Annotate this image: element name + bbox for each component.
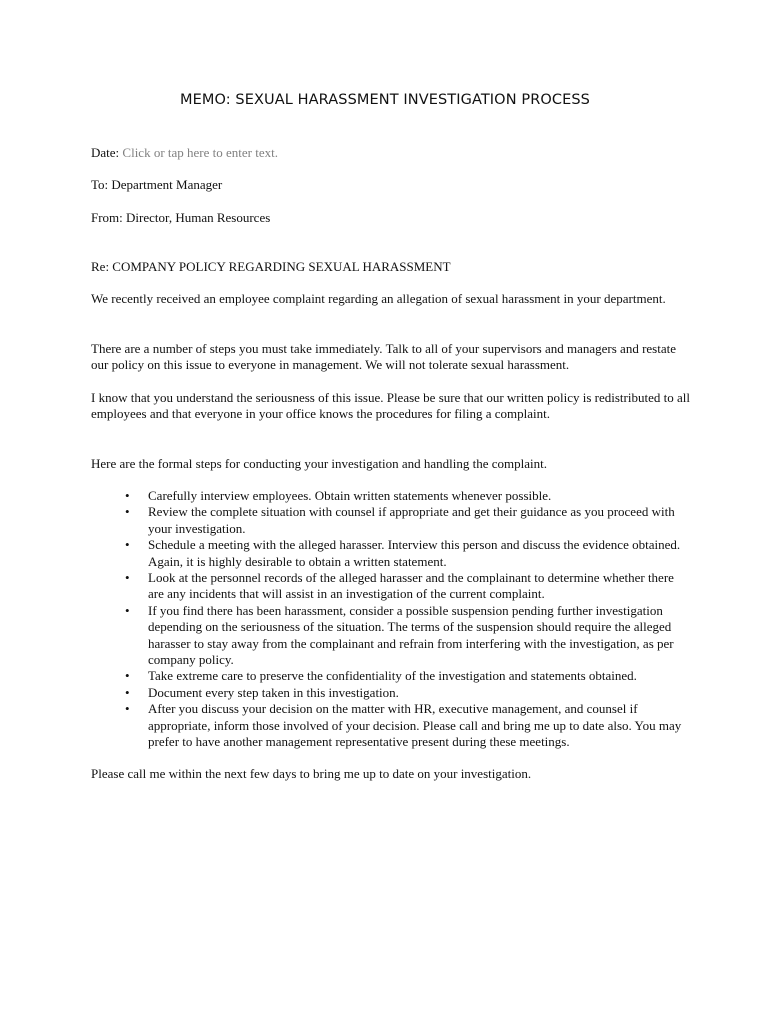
bullet-icon: • [125, 570, 130, 586]
list-item [91, 537, 691, 570]
list-item-text: Review the complete situation with counsel if appropriate and get their guidance as you proceed with your investigation. [148, 504, 675, 536]
paragraph-seriousness: I know that you understand the seriousness of this issue. Please be sure that our written policy is redistributed to all employees and that everyone in your office knows the procedures for filing a complaint. [91, 390, 690, 422]
list-item [91, 488, 691, 504]
closing-paragraph: Please call me within the next few days to bring me up to date on your investigation. [91, 766, 532, 781]
list-item-text: Schedule a meeting with the alleged harasser. Interview this person and discuss the evidence obtained. Again, it is highly desirable to obtain a written statement. [148, 537, 681, 569]
bullet-icon: • [125, 537, 130, 553]
list-item-text: Document every step taken in this investigation. [148, 684, 399, 700]
to-line: To: Department Manager [91, 177, 223, 192]
bullet-icon: • [125, 668, 130, 684]
list-item [91, 570, 691, 603]
date-line [91, 145, 691, 161]
bullet-icon: • [125, 488, 130, 503]
date-label: Date: [91, 145, 123, 160]
paragraph-steps: There are a number of steps you must take immediately. Talk to all of your supervisors and managers and restate our policy on this issue to everyone in management. We will not tolerate sexual harassment. [91, 341, 676, 373]
bullet-icon: • [125, 701, 130, 717]
list-item-text: Take extreme care to preserve the confidentiality of the investigation and statements obtained. [148, 668, 637, 684]
paragraph-complaint: We recently received an employee complaint regarding an allegation of sexual harassment in your department. [91, 291, 666, 306]
list-item [91, 668, 691, 684]
list-item-text: Look at the personnel records of the alleged harasser and the complainant to determine whether there are any incidents that will assist in an investigation of the current complaint. [148, 570, 674, 602]
list-item [91, 685, 691, 701]
re-line: Re: COMPANY POLICY REGARDING SEXUAL HARASSMENT [91, 259, 451, 274]
list-item [91, 603, 691, 669]
bullet-icon: • [125, 504, 130, 520]
list-item [91, 504, 691, 537]
list-item-text: If you find there has been harassment, consider a possible suspension pending further investigation depending on the seriousness of the situation. The terms of the suspension should require the alleged harasser to stay away from the complainant and refrain from interfering with the investigation, as per company policy. [148, 602, 674, 668]
list-item-text: After you discuss your decision on the matter with HR, executive management, and counsel if appropriate, inform those involved of your decision. Please call and bring me up to date also. You may prefer to have another management representative present during these meetings. [148, 701, 682, 750]
bullet-icon: • [125, 602, 130, 618]
from-line: From: Director, Human Resources [91, 210, 271, 225]
paragraph-formal-steps: Here are the formal steps for conducting your investigation and handling the complaint. [91, 456, 547, 471]
date-input-placeholder[interactable]: Click or tap here to enter text. [122, 145, 278, 160]
investigation-steps-list [91, 488, 691, 751]
list-item [91, 701, 691, 750]
bullet-icon: • [125, 684, 130, 700]
list-item-text: Carefully interview employees. Obtain written statements whenever possible. [148, 488, 552, 503]
memo-title: MEMO: SEXUAL HARASSMENT INVESTIGATION PROCESS [180, 92, 590, 108]
